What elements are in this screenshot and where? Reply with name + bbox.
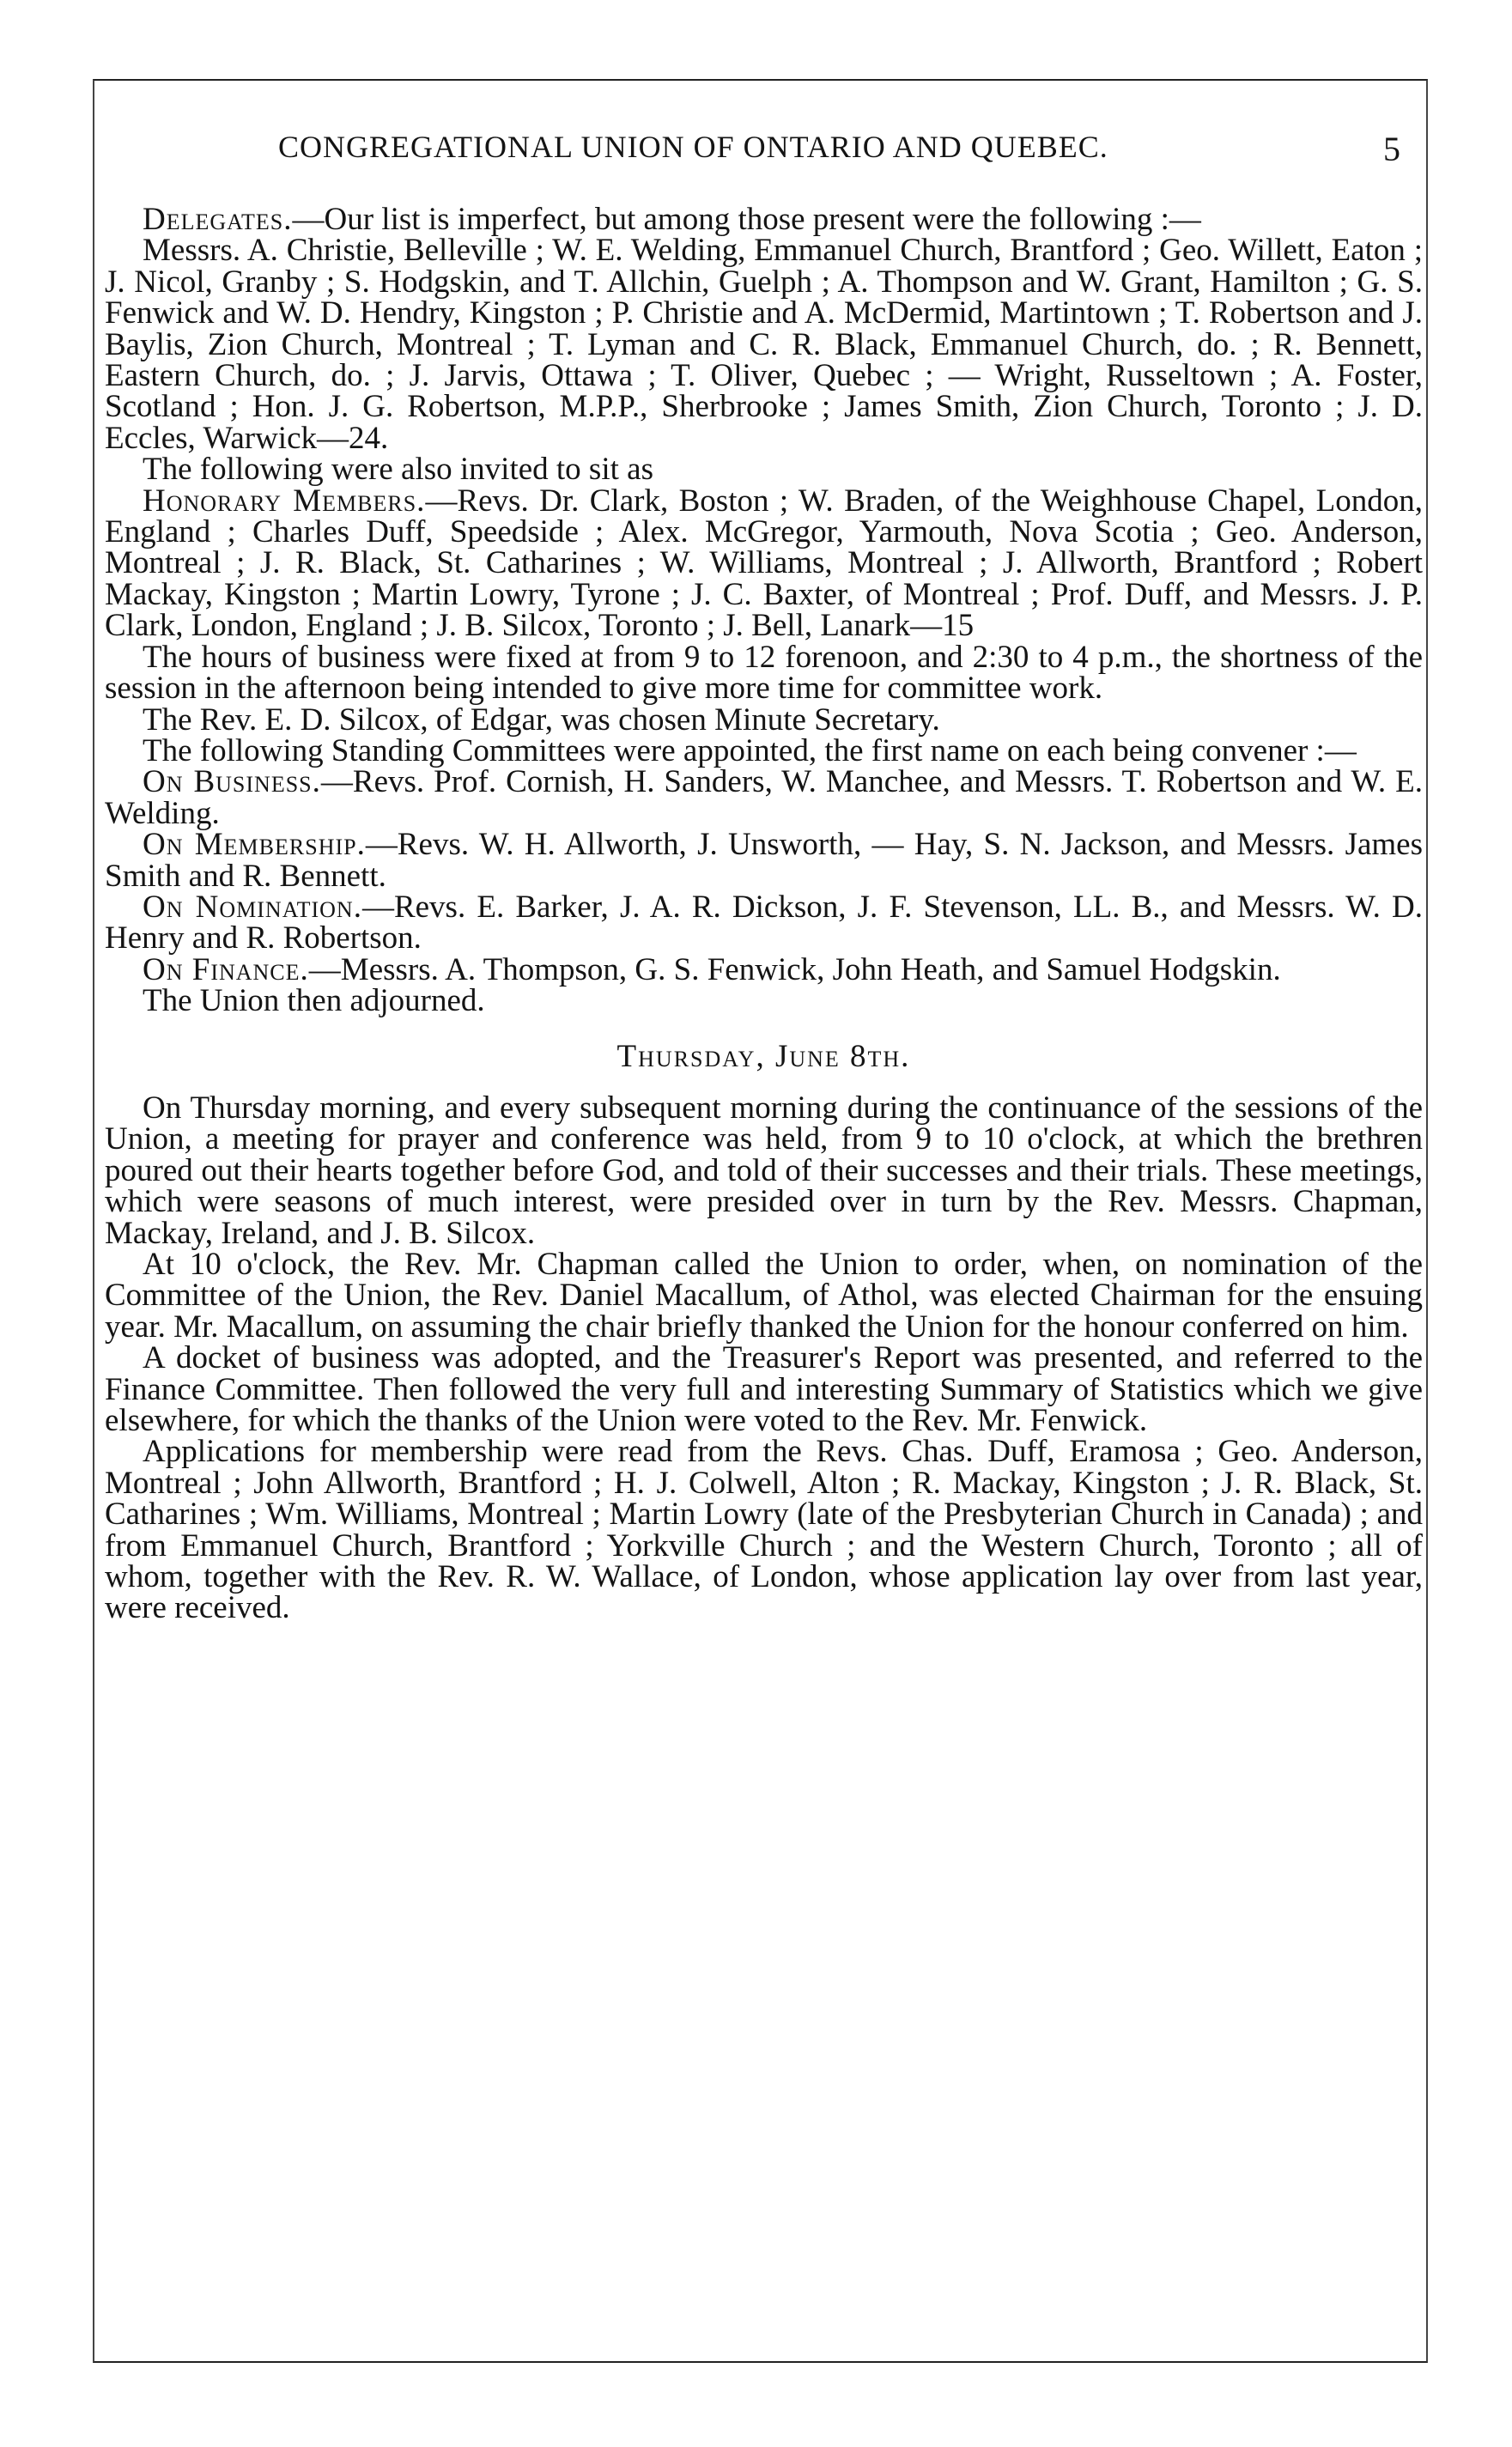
page-header (182, 129, 1401, 172)
delegates-label: Delegates. (143, 202, 293, 237)
committee-text: —Messrs. A. Thompson, G. S. Fenwick, John Heath, and Samuel Hodgskin. (308, 951, 1281, 987)
committee-text: —Revs. E. Barker, J. A. R. Dickson, J. F. Stevenson, LL. B., and Messrs. W. D. Henry and R. Robertson. (105, 889, 1423, 956)
hours-paragraph: The hours of business were fixed at from 9 to 12 forenoon, and 2:30 to 4 p.m., the shortness of the session in the afternoon being intended to give more time for committee work. (105, 639, 1423, 707)
honorary-members-text: —Revs. Dr. Clark, Boston ; W. Braden, of the Weighhouse Chapel, London, England ; Charles Duff, Speedside ; Alex. McGregor, Yarmouth, Nova Scotia ; Geo. Anderson, Montreal ; J. R. Black, St. Catharines ; W. Williams, Montreal ; J. Allworth, Brantford ; Robert Mackay, Kingston ; Martin Lowry, Tyrone ; J. C. Baxter, of Montreal ; Prof. Duff, and Messrs. J. P. Clark, London, England ; J. B. Silcox, Toronto ; J. Bell, Lanark—15 (105, 483, 1423, 644)
committee-label: On Business. (143, 764, 321, 800)
delegates-paragraph (105, 204, 1423, 235)
committee-label: On Finance. (143, 951, 309, 987)
committee-label: On Membership. (143, 827, 366, 863)
committee-membership (105, 829, 1423, 892)
committee-business (105, 764, 1424, 831)
running-title: CONGREGATIONAL UNION OF ONTARIO AND QUEBEC. (278, 130, 1108, 164)
page-body (105, 204, 1423, 1624)
delegates-intro: —Our list is imperfect, but among those present were the following :— (292, 202, 1201, 237)
section-heading: Thursday, June 8th. (616, 1038, 911, 1074)
honorary-members-label: Honorary Members. (143, 483, 426, 519)
committee-text: —Revs. Prof. Cornish, H. Sanders, W. Manchee, and Messrs. T. Robertson and W. E. Welding. (105, 764, 1424, 831)
committee-text: —Revs. W. H. Allworth, J. Unsworth, — Hay, S. N. Jackson, and Messrs. James Smith and R. Bennett. (105, 827, 1423, 894)
invited-line: The following were also invited to sit as (143, 452, 653, 488)
honorary-members-paragraph (105, 483, 1423, 644)
adjourned-line: The Union then adjourned. (143, 983, 485, 1019)
thursday-paragraph-3: A docket of business was adopted, and the Treasurer's Report was presented, and referred to the Finance Committee. Then followed the very full and interesting Summary of Statistics which we give elsewhere, for which the thanks of the Union were voted to the Rev. Mr. Fenwick. (105, 1340, 1423, 1439)
committee-label: On Nomination. (143, 889, 362, 925)
page-number: 5 (1383, 130, 1401, 168)
committee-finance (105, 951, 1423, 987)
thursday-paragraph-2: At 10 o'clock, the Rev. Mr. Chapman called the Union to order, when, on nomination of the Committee of the Union, the Rev. Daniel Macallum, of Athol, was elected Chairman for the ensuing year. Mr. Macallum, on assuming the chair briefly thanked the Union for the honour conferred on him. (105, 1247, 1423, 1345)
thursday-paragraph-1: On Thursday morning, and every subsequent morning during the continuance of the sessions of the Union, a meeting for prayer and conference was held, from 9 to 10 o'clock, at which the brethren poured out their hearts together before God, and told of their successes and their trials. These meetings, which were seasons of much interest, were presided over in turn by the Rev. Messrs. Chapman, Mackay, Ireland, and J. B. Silcox. (105, 1090, 1423, 1251)
thursday-paragraph-4: Applications for membership were read from the Revs. Chas. Duff, Eramosa ; Geo. Anderson, Montreal ; John Allworth, Brantford ; H. J. Colwell, Alton ; R. Mackay, Kingston ; J. R. Black, St. Catharines ; Wm. Williams, Montreal ; Martin Lowry (late of the Presbyterian Church in Canada) ; and from Emmanuel Church, Brantford ; Yorkville Church ; and the Western Church, Toronto ; all of whom, together with the Rev. R. W. Wallace, of London, whose application lay over from last year, were received. (105, 1434, 1423, 1626)
committee-nomination (105, 889, 1423, 956)
delegates-list: Messrs. A. Christie, Belleville ; W. E. Welding, Emmanuel Church, Brantford ; Geo. Willett, Eaton ; J. Nicol, Granby ; S. Hodgskin, and T. Allchin, Guelph ; A. Thompson and W. Grant, Hamilton ; G. S. Fenwick and W. D. Hendry, Kingston ; P. Christie and A. McDermid, Martintown ; T. Robertson and J. Baylis, Zion Church, Montreal ; T. Lyman and C. R. Black, Emmanuel Church, do. ; R. Bennett, Eastern Church, do. ; J. Jarvis, Ottawa ; T. Oliver, Quebec ; — Wright, Russeltown ; A. Foster, Scotland ; Hon. J. G. Robertson, M.P.P., Sherbrooke ; James Smith, Zion Church, Toronto ; J. D. Eccles, Warwick—24. (105, 233, 1423, 456)
secretary-paragraph: The Rev. E. D. Silcox, of Edgar, was chosen Minute Secretary. (143, 701, 940, 738)
committees-intro: The following Standing Committees were appointed, the first name on each being convener :— (143, 732, 1357, 768)
